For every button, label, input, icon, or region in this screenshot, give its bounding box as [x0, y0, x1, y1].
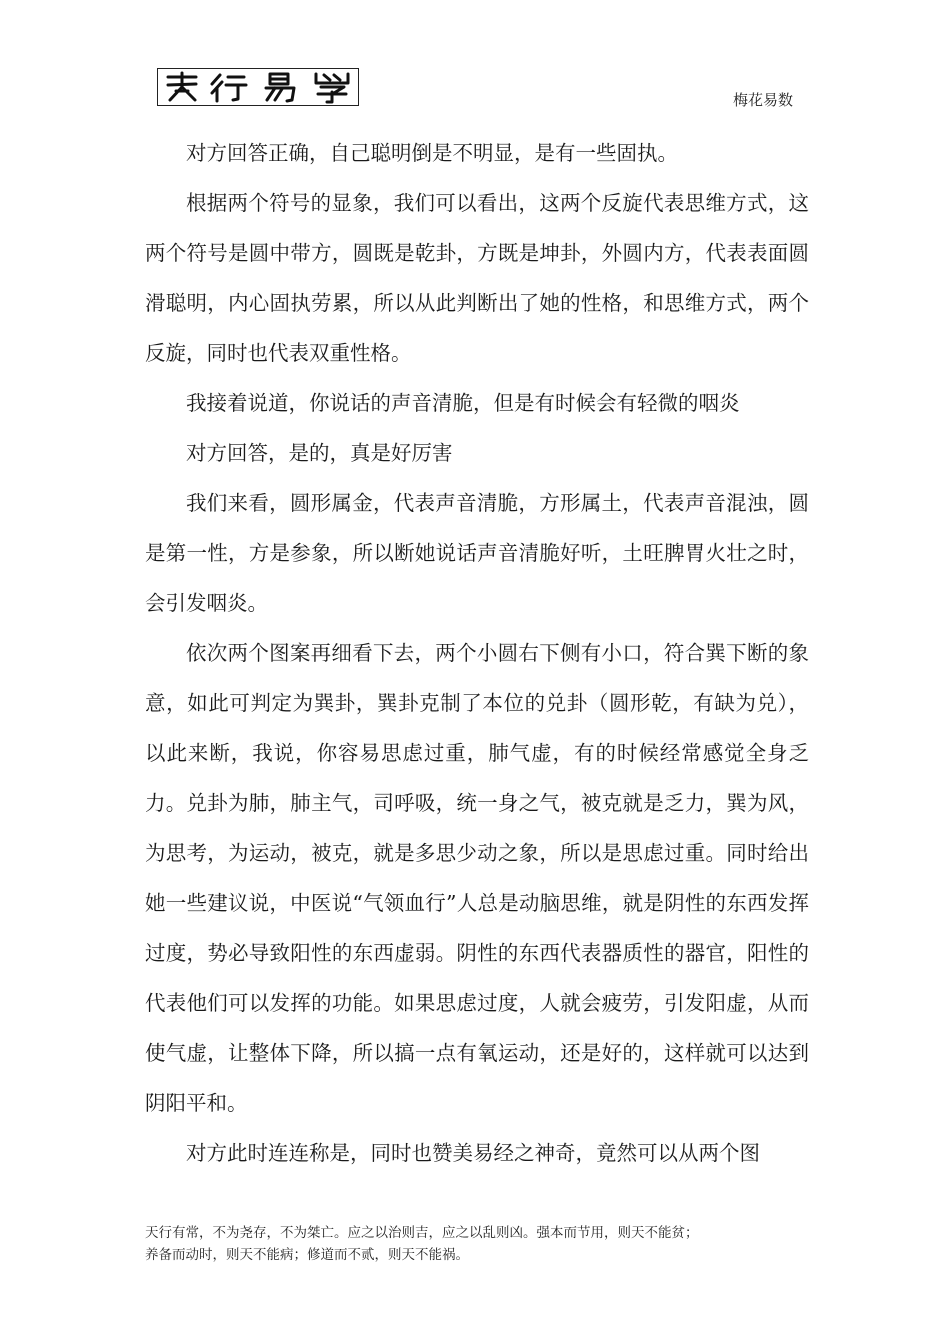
header-title: 梅花易数	[733, 91, 794, 109]
article-body	[145, 128, 809, 1178]
logo-text	[158, 104, 159, 105]
logo	[157, 68, 359, 106]
logo-calligraphy	[158, 69, 357, 104]
page-footer	[145, 1222, 809, 1266]
footer-line: 天行有常，不为尧存，不为桀亡。应之以治则吉，应之以乱则凶。强本而节用，则天不能贫；	[145, 1225, 699, 1241]
paragraph: 对方此时连连称是，同时也赞美易经之神奇，竟然可以从两个图	[186, 1141, 760, 1165]
footer-line: 养备而动时，则天不能病；修道而不贰，则天不能祸。	[145, 1247, 469, 1263]
paragraph: 对方回答，是的，真是好厉害	[186, 441, 453, 465]
paragraph: 根据两个符号的显象，我们可以看出，这两个反旋代表思维方式，这两个符号是圆中带方，圆既是乾卦，方既是坤卦，外圆内方，代表表面圆滑聪明，内心固执劳累，所以从此判断出了她的性格，和思维方式，两个反旋，同时也代表双重性格。	[145, 191, 809, 365]
paragraph: 我接着说道，你说话的声音清脆，但是有时候会有轻微的咽炎	[186, 391, 740, 415]
paragraph: 我们来看，圆形属金，代表声音清脆，方形属土，代表声音混浊，圆是第一性，方是参象，所以断她说话声音清脆好听，土旺脾胃火壮之时，会引发咽炎。	[145, 491, 809, 615]
paragraph: 对方回答正确，自己聪明倒是不明显，是有一些固执。	[186, 141, 678, 165]
paragraph: 依次两个图案再细看下去，两个小圆右下侧有小口，符合巽下断的象意，如此可判定为巽卦，巽卦克制了本位的兑卦（圆形乾，有缺为兑），以此来断，我说，你容易思虑过重，肺气虚，有的时候经常感觉全身乏力。兑卦为肺，肺主气，司呼吸，统一身之气，被克就是乏力，巽为风，为思考，为运动，被克，就是多思少动之象，所以是思虑过重。同时给出她一些建议说，中医说“气领血行”人总是动脑思维，就是阴性的东西发挥过度，势必导致阳性的东西虚弱。阴性的东西代表器质性的器官，阳性的代表他们可以发挥的功能。如果思虑过度，人就会疲劳，引发阳虚，从而使气虚，让整体下降，所以搞一点有氧运动，还是好的，这样就可以达到阴阳平和。	[145, 641, 809, 1115]
